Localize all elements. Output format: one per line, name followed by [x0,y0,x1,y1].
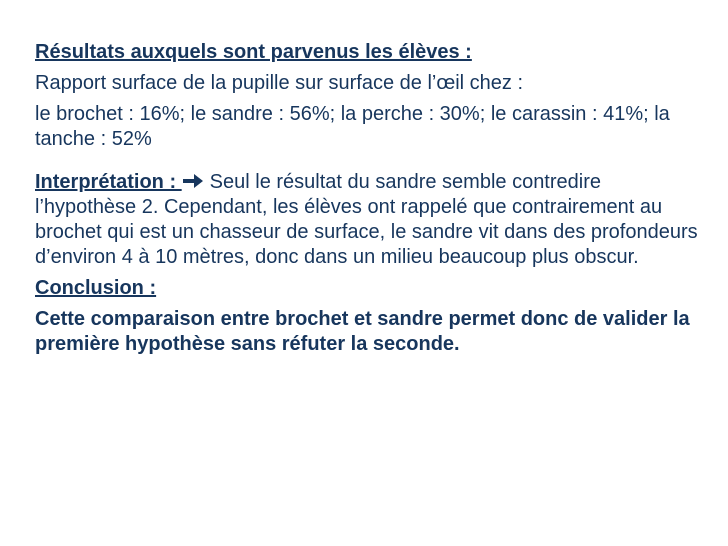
results-heading: Résultats auxquels sont parvenus les élèves : [35,41,472,63]
conclusion-heading: Conclusion : [35,277,157,299]
results-intro: Rapport surface de la pupille sur surface de l’œil chez : [35,72,524,94]
conclusion-text: Cette comparaison entre brochet et sandre permet donc de valider la première hypothèse sans réfuter la seconde. [35,308,690,355]
interpretation-text: Seul le résultat du sandre semble contredire l’hypothèse 2. Cependant, les élèves ont rappelé que contrairement au brochet qui est un chasseur de surface, le sandre vit dans des profondeurs d’environ 4 à 10 mètres, donc dans un milieu beaucoup plus obscur. [35,171,698,268]
slide-content [35,40,703,357]
results-values: le brochet : 16%; le sandre : 56%; la perche : 30%; le carassin : 41%; la tanche : 52% [35,103,670,150]
right-arrow-icon [182,172,204,190]
interpretation-heading: Interprétation : [35,171,182,193]
interpretation-paragraph [35,170,703,270]
